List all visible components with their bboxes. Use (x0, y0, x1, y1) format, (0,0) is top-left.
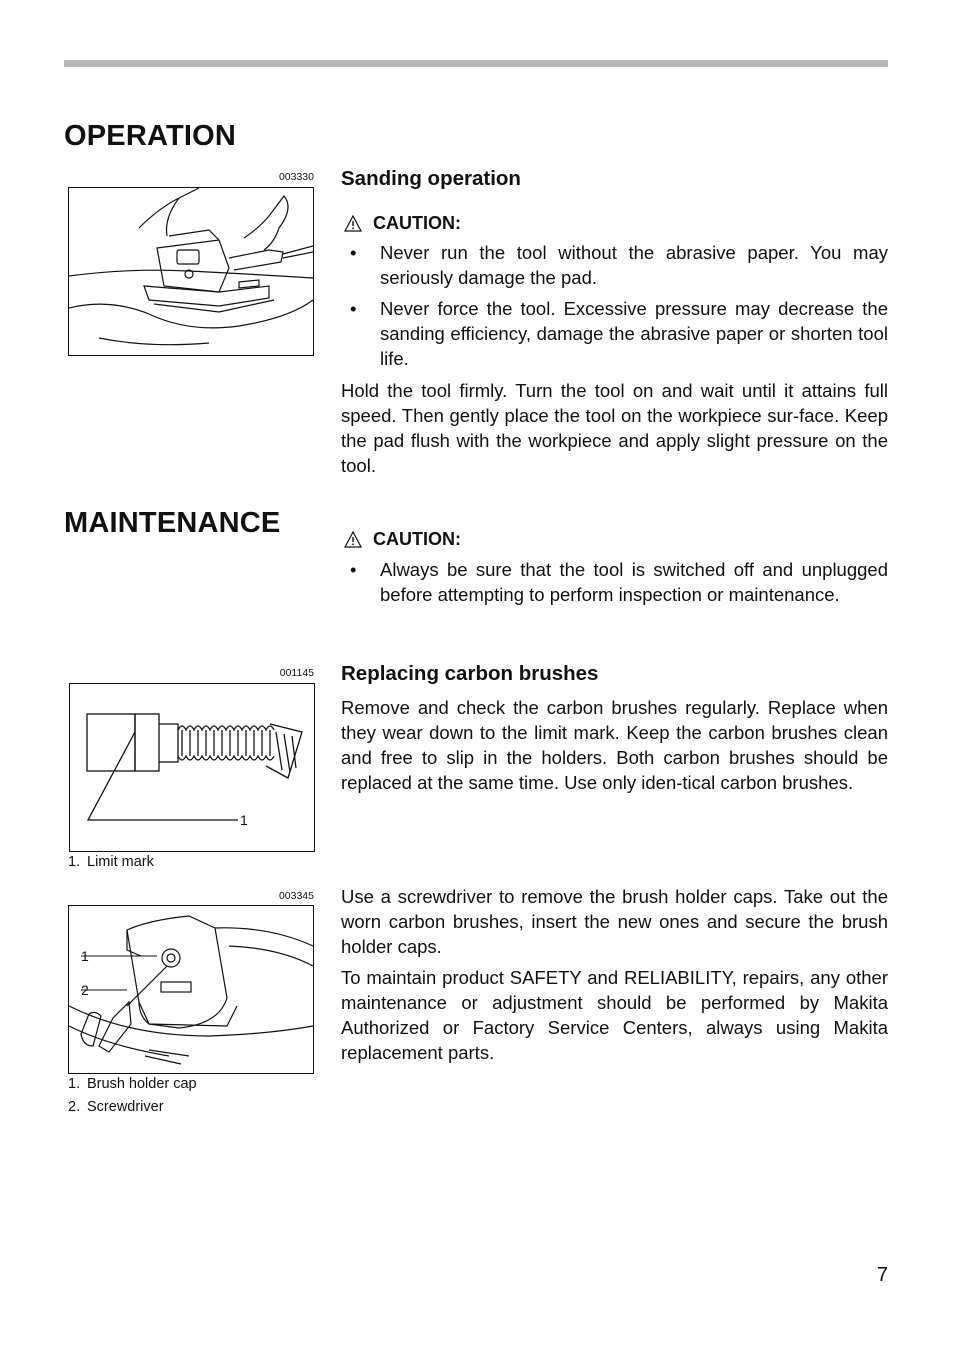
sanding-illustration (68, 187, 314, 356)
operation-title: OPERATION (64, 120, 237, 152)
top-rule (64, 60, 888, 67)
carbon-heading: Replacing carbon brushes (341, 662, 599, 685)
list-item: • Never run the tool without the abrasive paper. You may seriously damage the pad. (350, 242, 888, 288)
holder-paragraph-1: Use a screwdriver to remove the brush holder caps. Take out the worn carbon brushes, insert the new ones and secure the brush holder caps. (341, 886, 888, 957)
list-item: • Never force the tool. Excessive pressure may decrease the sanding efficiency, damage the abrasive paper or shorten tool life. (350, 298, 888, 369)
figure-id-carbon: 001145 (279, 667, 314, 679)
bullet-icon: • (350, 298, 357, 319)
sander-in-use-icon (69, 188, 313, 355)
sanding-paragraph: Hold the tool firmly. Turn the tool on and wait until it attains full speed. Then gently place the tool on the workpiece sur-face. Keep the pad flush with the workpiece and apply slight pressure on the tool. (341, 380, 888, 476)
callout-2: 2 (81, 982, 89, 998)
carbon-brush-illustration (69, 683, 315, 852)
holder-legend (68, 1073, 197, 1119)
callout-1: 1 (240, 812, 248, 828)
caution-label: CAUTION: (373, 213, 461, 233)
holder-text (341, 884, 888, 1065)
carbon-paragraph: Remove and check the carbon brushes regularly. Replace when they wear down to the limit mark. Keep the carbon brushes clean and free to slip in the holders. Both carbon brushes should be replaced at the same time. Use only iden-tical carbon brushes. (341, 697, 888, 793)
carbon-legend (68, 851, 154, 874)
maintenance-caution (344, 529, 461, 550)
screwdriver-brush-cap-icon (69, 906, 313, 1073)
bullet-icon: • (350, 559, 357, 580)
maintenance-title: MAINTENANCE (64, 507, 281, 539)
sanding-heading: Sanding operation (341, 167, 521, 190)
page-number: 7 (876, 1264, 888, 1286)
legend-item: 1. Limit mark (68, 854, 154, 870)
legend-item: 1. Brush holder cap (68, 1076, 197, 1092)
callout-1: 1 (81, 948, 89, 964)
figure-id-sanding: 003330 (278, 171, 314, 183)
figure-id-holder: 003345 (278, 890, 314, 902)
sanding-caution (344, 213, 461, 234)
sanding-caution-list (342, 240, 888, 377)
maintenance-caution-list (342, 557, 888, 613)
brush-holder-illustration (68, 905, 314, 1074)
list-item: • Always be sure that the tool is switched off and unplugged before attempting to perform inspection or maintenance. (350, 559, 888, 605)
carbon-brush-icon (70, 684, 314, 851)
legend-item: 2. Screwdriver (68, 1099, 164, 1115)
warning-triangle-icon (344, 531, 362, 548)
holder-paragraph-2: To maintain product SAFETY and RELIABILITY, repairs, any other maintenance or adjustment should be performed by Makita Authorized or Factory Service Centers, always using Makita replacement parts. (341, 967, 888, 1063)
caution-label: CAUTION: (373, 529, 461, 549)
bullet-icon: • (350, 242, 357, 263)
warning-triangle-icon (344, 215, 362, 232)
